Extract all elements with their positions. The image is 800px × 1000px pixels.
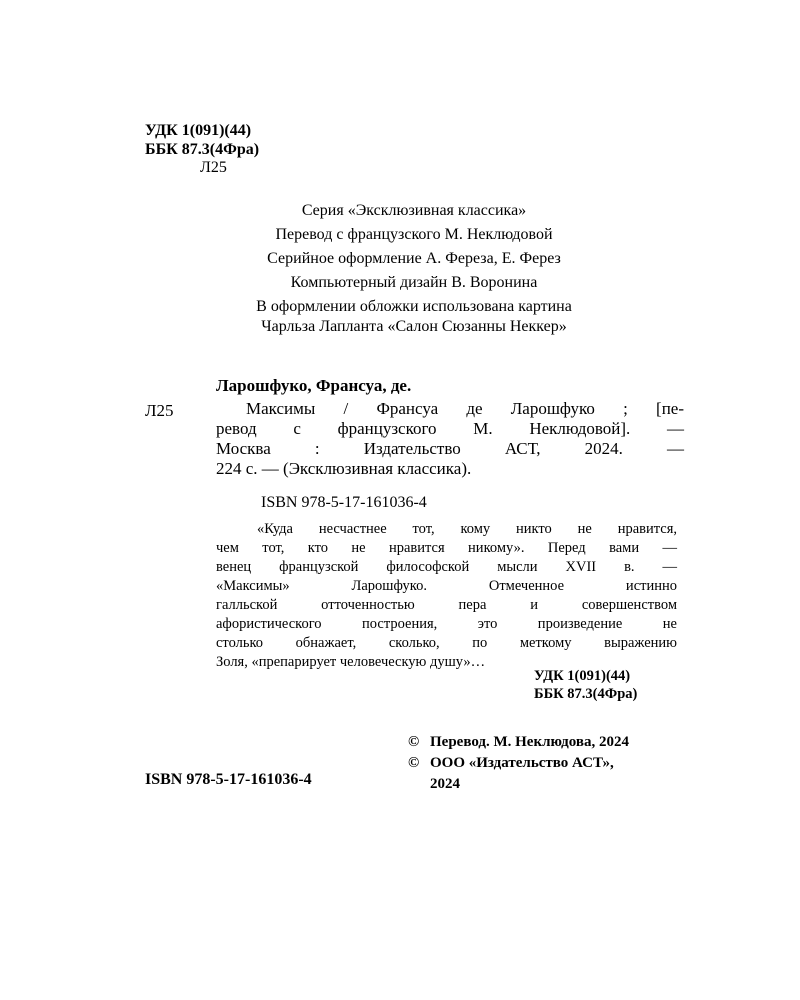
footer-isbn: ISBN 978-5-17-161036-4 <box>145 771 312 788</box>
biblio-line: 224 с. — (Эксклюзивная классика). <box>216 459 472 478</box>
copyright-publisher: ООО «Издательство АСТ», <box>430 755 614 771</box>
abstract-line: «Куда несчастнее тот, кому никто не нравится, <box>257 521 677 537</box>
abstract-line: «Максимы» Ларошфуко. Отмеченное истинно <box>216 578 677 594</box>
abstract-line: афористического построения, это произведение не <box>216 616 677 632</box>
cover-credit-line-2: Чарльза Лапланта «Салон Сюзанны Неккер» <box>261 318 567 335</box>
copyright-translation: Перевод. М. Неклюдова, 2024 <box>430 734 629 750</box>
copyright-symbol: © <box>408 755 420 771</box>
abstract-udk: УДК 1(091)(44) <box>534 668 631 684</box>
bbk-code: ББК 87.3(4Фра) <box>145 141 260 158</box>
copyright-symbol: © <box>408 734 420 750</box>
bibliography-isbn: ISBN 978-5-17-161036-4 <box>261 494 427 511</box>
udk-code: УДК 1(091)(44) <box>145 122 252 139</box>
copyright-block <box>408 732 629 795</box>
cover-credit-line-1: В оформлении обложки использована картина <box>256 298 572 315</box>
copyright-publisher-year: 2024 <box>430 776 460 792</box>
author-mark: Л25 <box>200 159 227 176</box>
abstract-line: галльской отточенностью пера и совершенством <box>216 597 677 613</box>
abstract-bbk: ББК 87.3(4Фра) <box>534 686 638 702</box>
abstract-text <box>216 520 677 672</box>
copyright-translation-row <box>408 732 629 753</box>
series-design-credit: Серийное оформление А. Фереза, Е. Ферез <box>267 250 561 267</box>
copyright-year-row <box>408 774 629 795</box>
computer-design-credit: Компьютерный дизайн В. Воронина <box>290 274 538 291</box>
author-heading: Ларошфуко, Франсуа, де. <box>216 376 412 395</box>
abstract-line: венец французской философской мысли XVII в. — <box>216 559 677 575</box>
bibliographic-description <box>216 399 684 479</box>
series-line: Серия «Эксклюзивная классика» <box>301 202 527 219</box>
translation-credit: Перевод с французского М. Неклюдовой <box>275 226 553 243</box>
biblio-line: Москва : Издательство АСТ, 2024. — <box>216 439 684 458</box>
credits-block <box>145 199 683 337</box>
bibliography-mark: Л25 <box>145 401 174 420</box>
copyright-publisher-row <box>408 753 629 774</box>
biblio-line: ревод с французского М. Неклюдовой]. — <box>216 419 684 438</box>
abstract-line: столько обнажает, сколько, по меткому выражению <box>216 635 677 651</box>
biblio-line: Максимы / Франсуа де Ларошфуко ; [пе- <box>246 399 684 418</box>
abstract-line: Золя, «препарирует человеческую душу»… <box>216 654 486 670</box>
abstract-line: чем тот, кто не нравится никому». Перед вами — <box>216 540 677 556</box>
